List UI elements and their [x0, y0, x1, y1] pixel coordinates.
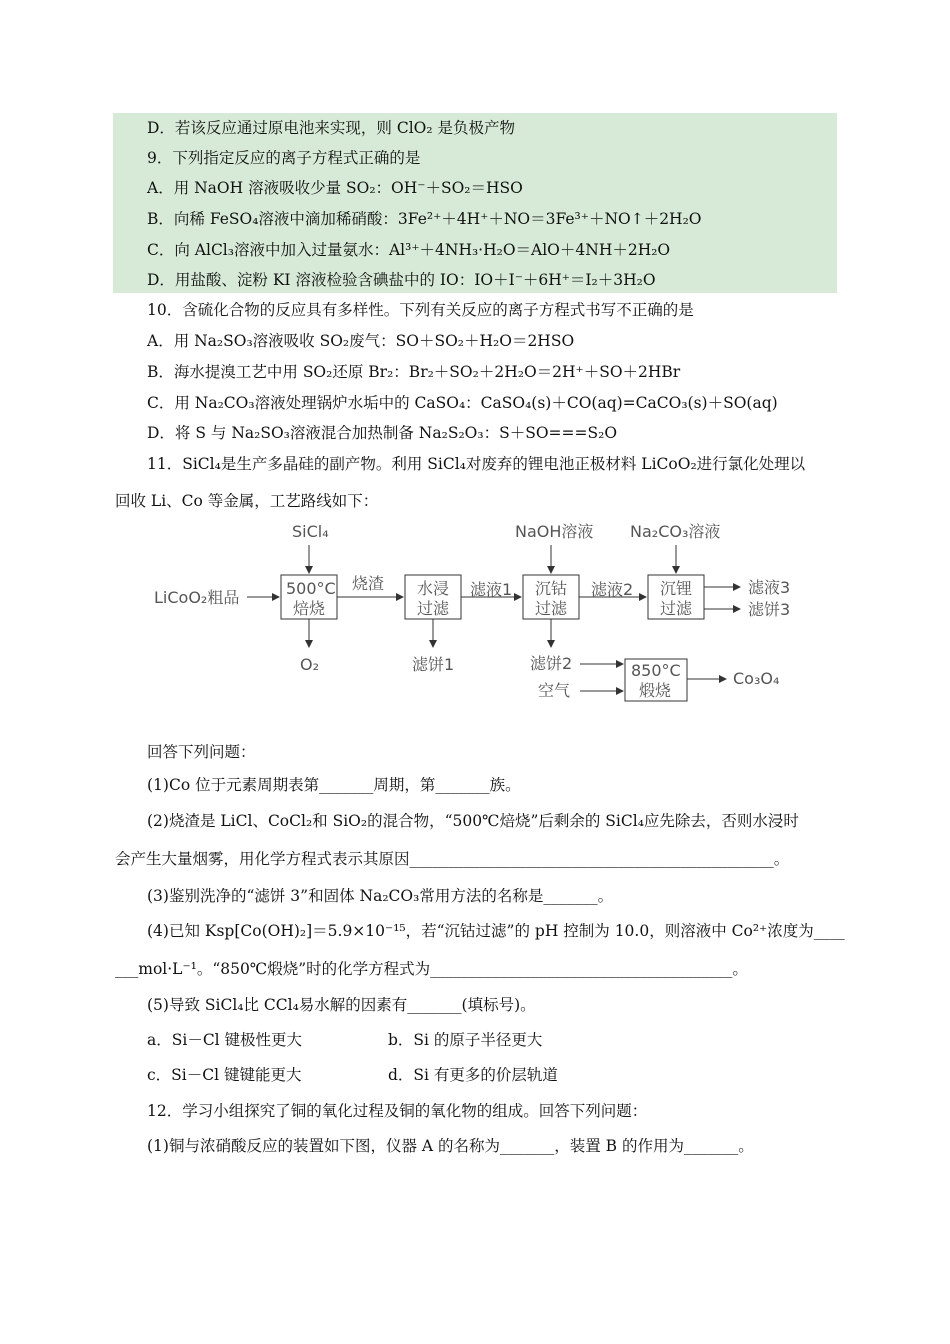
- part-5-option-d: d．Si 有更多的价层轨道: [388, 1066, 558, 1084]
- label-naoh: NaOH溶液: [515, 522, 594, 541]
- part-1: (1)Co 位于元素周期表第_______周期，第_______族。: [147, 776, 521, 794]
- label-box5-name: 煅烧: [639, 681, 672, 700]
- label-box1-name: 焙烧: [293, 599, 326, 618]
- label-box2-bottom: 过滤: [417, 599, 450, 618]
- q9-stem: 9．下列指定反应的离子方程式正确的是: [147, 149, 421, 167]
- label-slag: 烧渣: [352, 574, 385, 593]
- label-box3-bottom: 过滤: [535, 599, 568, 618]
- q9-option-d: D．用盐酸、淀粉 KI 溶液检验含碘盐中的 IO：IO＋I⁻＋6H⁺＝I₂＋3H₂O: [147, 271, 656, 289]
- q10-option-b: B．海水提溴工艺中用 SO₂还原 Br₂：Br₂＋SO₂＋2H₂O＝2H⁺＋SO＋2HBr: [147, 363, 681, 381]
- part-3: (3)鉴别洗净的“滤饼 3”和固体 Na₂CO₃常用方法的名称是_______。: [147, 887, 614, 905]
- q9-option-a: A．用 NaOH 溶液吸收少量 SO₂：OH⁻＋SO₂＝HSO: [147, 179, 523, 197]
- label-o2: O₂: [300, 655, 320, 674]
- part-4-line2: ___mol·L⁻¹。“850℃煅烧”时的化学方程式为_______________________________________。: [115, 960, 748, 978]
- label-licoo2: LiCoO₂粗品: [154, 588, 240, 607]
- label-filtrate1: 滤液1: [470, 580, 513, 599]
- label-cake1: 滤饼1: [412, 655, 455, 674]
- label-box2-top: 水浸: [417, 579, 450, 598]
- q12-part-1: (1)铜与浓硝酸反应的装置如下图，仪器 A 的名称为_______，装置 B 的作用为_______。: [147, 1137, 754, 1155]
- q10-option-d: D．将 S 与 Na₂SO₃溶液混合加热制备 Na₂S₂O₃：S＋SO===S₂O: [147, 424, 618, 442]
- part-2-line2: 会产生大量烟雾，用化学方程式表示其原因_______________________________________________。: [115, 850, 790, 868]
- q12-stem: 12．学习小组探究了铜的氧化过程及铜的氧化物的组成。回答下列问题：: [147, 1102, 648, 1120]
- label-cake3: 滤饼3: [748, 600, 791, 619]
- q9-option-c: C．向 AlCl₃溶液中加入过量氨水：Al³⁺＋4NH₃·H₂O＝AlO＋4NH＋2H₂O: [147, 241, 671, 259]
- label-box5-temp: 850°C: [631, 661, 681, 680]
- q10-stem: 10．含硫化合物的反应具有多样性。下列有关反应的离子方程式书写不正确的是: [147, 301, 694, 319]
- label-cake2: 滤饼2: [530, 654, 573, 673]
- process-flowchart: [140, 515, 820, 715]
- label-box4-top: 沉锂: [660, 579, 693, 598]
- part-4-line1: (4)已知 Ksp[Co(OH)₂]＝5.9×10⁻¹⁵，若“沉钴过滤”的 pH 控制为 10.0，则溶液中 Co²⁺浓度为____: [147, 922, 845, 940]
- label-box1-temp: 500°C: [286, 579, 336, 598]
- part-5-option-b: b．Si 的原子半径更大: [388, 1031, 543, 1049]
- label-air: 空气: [538, 681, 571, 700]
- part-2-line1: (2)烧渣是 LiCl、CoCl₂和 SiO₂的混合物，“500℃焙烧”后剩余的 SiCl₄应先除去，否则水浸时: [147, 812, 799, 830]
- q11-stem-line2: 回收 Li、Co 等金属，工艺路线如下：: [115, 492, 379, 510]
- label-na2co3: Na₂CO₃溶液: [630, 522, 721, 541]
- label-box3-top: 沉钴: [535, 579, 568, 598]
- highlight-region: [113, 113, 837, 293]
- label-box4-bottom: 过滤: [660, 599, 693, 618]
- label-co3o4: Co₃O₄: [733, 669, 780, 688]
- q10-option-a: A．用 Na₂SO₃溶液吸收 SO₂废气：SO＋SO₂＋H₂O＝2HSO: [147, 332, 575, 350]
- answer-heading: 回答下列问题：: [147, 743, 256, 761]
- q8-option-d: D．若该反应通过原电池来实现，则 ClO₂ 是负极产物: [147, 119, 516, 137]
- q9-option-b: B．向稀 FeSO₄溶液中滴加稀硝酸：3Fe²⁺＋4H⁺＋NO＝3Fe³⁺＋NO↑＋2H₂O: [147, 210, 702, 228]
- label-filtrate3: 滤液3: [748, 578, 791, 597]
- label-filtrate2: 滤液2: [591, 580, 634, 599]
- part-5-option-a: a．Si－Cl 键极性更大: [147, 1031, 303, 1049]
- label-sicl4: SiCl₄: [292, 522, 329, 541]
- part-5-option-c: c．Si－Cl 键键能更大: [147, 1066, 302, 1084]
- q11-stem-line1: 11．SiCl₄是生产多晶硅的副产物。利用 SiCl₄对废弃的锂电池正极材料 LiCoO₂进行氯化处理以: [147, 455, 806, 473]
- part-5: (5)导致 SiCl₄比 CCl₄易水解的因素有_______(填标号)。: [147, 996, 536, 1014]
- q10-option-c: C．用 Na₂CO₃溶液处理锅炉水垢中的 CaSO₄：CaSO₄(s)＋CO(aq)=CaCO₃(s)＋SO(aq): [147, 394, 778, 412]
